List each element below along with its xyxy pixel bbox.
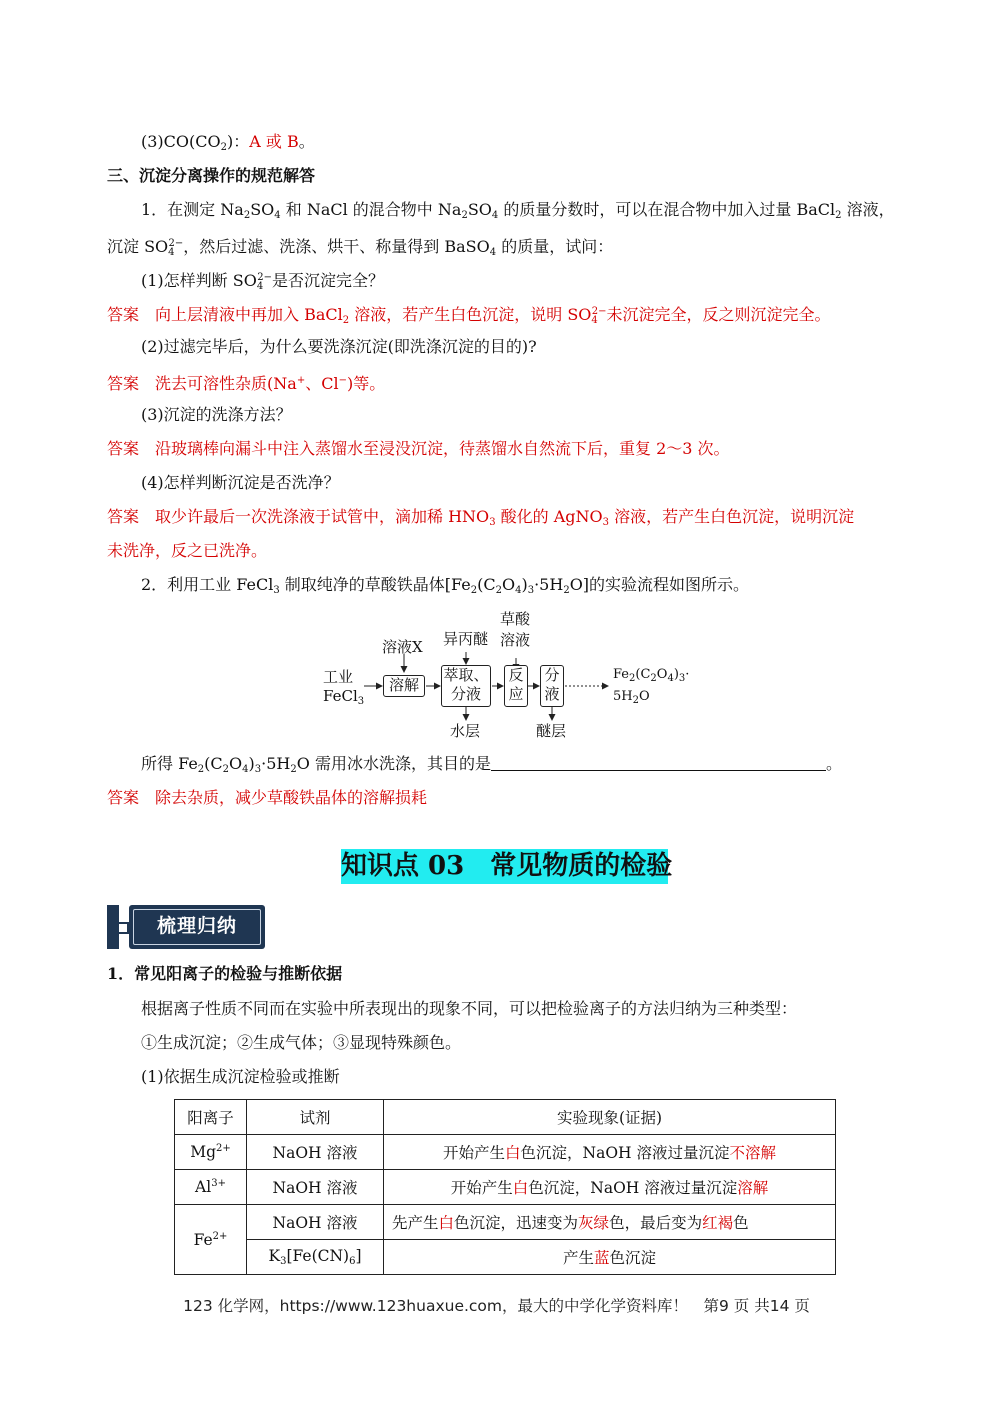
intro-text: 根据离子性质不同而在实验中所表现出的现象不同，可以把检验离子的方法归纳为三种类型： [141, 999, 798, 1018]
flow-ether: 异丙醚 [443, 630, 489, 648]
flow-ether-layer: 醚层 [536, 722, 567, 740]
item-3-co: $(3)CO(CO_2)$：A 或 B。 [141, 132, 315, 153]
summary-badge [107, 905, 265, 949]
cell-reagent: NaOH 溶液 [247, 1170, 384, 1205]
question-2-follow: 所得 $Fe_2(C_2O_4)_3\cdot 5H_2O$ 需用冰水洗涤，其目的是 。 [141, 754, 842, 775]
flow-input-label2: FeCl$_3$ [323, 687, 365, 707]
page-footer: 123 化学网，https://www.123huaxue.com，最大的中学化学资料库！ 第9 页 共14 页 [183, 1297, 810, 1315]
cell-reagent: NaOH 溶液 [247, 1205, 384, 1240]
badge-label: 梳理归纳 [133, 909, 261, 945]
cell-reagent-k3: $K_3[Fe(CN)_6]$ [247, 1240, 384, 1275]
cell-mg: $Mg^{2+}$ [175, 1135, 247, 1170]
flow-oxalic-l1: 草酸 [500, 610, 531, 628]
sub-question-3: (3)沉淀的洗涤方法？ [141, 405, 292, 424]
flow-box-react: 反 应 [504, 665, 528, 707]
method-types: ①生成沉淀；②生成气体；③显现特殊颜色。 [141, 1033, 462, 1052]
sub-question-1: (1)怎样判断 $SO_4^{2-}$是否沉淀完全？ [141, 271, 384, 292]
answer-4: 答案 取少许最后一次洗涤液于试管中，滴加稀 $HNO_3$ 酸化的 AgNO$_3$ 溶液，若产生白色沉淀，说明沉淀 [107, 507, 855, 528]
table-row [175, 1240, 836, 1275]
sub-question-2: (2)过滤完毕后，为什么要洗涤沉淀(即洗涤沉淀的目的)? [141, 337, 537, 356]
cell-fe: $Fe^{2+}$ [175, 1205, 247, 1275]
answer-2: 答案 洗去可溶性杂质(Na+、Cl−)等。 [107, 374, 386, 393]
answer-4-line2: 未洗净，反之已洗净。 [107, 541, 268, 560]
cell-phenomenon: 产生蓝色沉淀 [384, 1240, 836, 1275]
header-phenomenon: 实验现象(证据) [384, 1100, 836, 1135]
flow-box-extract: 萃取、 分液 [441, 665, 491, 707]
flow-water-layer: 水层 [450, 722, 481, 740]
cation-heading: 1．常见阳离子的检验与推断依据 [107, 964, 343, 983]
table-header-row [175, 1100, 836, 1135]
process-flowchart [320, 606, 720, 746]
answer-1: 答案 向上层清液中再加入 BaCl$_2$ 溶液，若产生白色沉淀，说明 $SO_4^{2-}$未沉淀完全，反之则沉淀完全。 [107, 305, 831, 326]
cell-phenomenon: 先产生白色沉淀，迅速变为灰绿色，最后变为红褐色 [384, 1205, 836, 1240]
cell-phenomenon: 开始产生白色沉淀，NaOH 溶液过量沉淀溶解 [384, 1170, 836, 1205]
cation-test-table [174, 1099, 836, 1275]
header-cation: 阳离子 [175, 1100, 247, 1135]
flow-box-dissolve: 溶解 [383, 675, 425, 697]
table-row [175, 1205, 836, 1240]
flow-reagent-x: 溶液X [382, 638, 423, 656]
flow-oxalic-l2: 溶液 [500, 631, 531, 649]
answer-q2: 答案 除去杂质，减少草酸铁晶体的溶解损耗 [107, 788, 428, 807]
table-row [175, 1135, 836, 1170]
header-reagent: 试剂 [247, 1100, 384, 1135]
flow-box-separate: 分 液 [540, 665, 564, 707]
cell-reagent: NaOH 溶液 [247, 1135, 384, 1170]
sub-question-4: (4)怎样判断沉淀是否洗净？ [141, 473, 340, 492]
knowledge-point-title: 知识点 03 常见物质的检验 [341, 849, 668, 884]
question-1-line2: 沉淀 $SO_4^{2-}$，然后过滤、洗涤、烘干、称量得到 BaSO$_4$ 的质量，试问： [107, 237, 614, 258]
question-2: 2．利用工业 FeCl$_3$ 制取纯净的草酸铁晶体$[Fe_2(C_2O_4)_3\cdot 5H_2O]$的实验流程如图所示。 [141, 575, 750, 596]
answer-3: 答案 沿玻璃棒向漏斗中注入蒸馏水至浸没沉淀，待蒸馏水自然流下后，重复 2～3 次。 [107, 439, 730, 458]
section-3-heading: 三、沉淀分离操作的规范解答 [107, 166, 316, 185]
cell-phenomenon: 开始产生白色沉淀，NaOH 溶液过量沉淀不溶解 [384, 1135, 836, 1170]
flow-product-l1: $Fe_2(C_2O_4)_3\cdot$ [613, 667, 690, 684]
flow-input-label1: 工业 [323, 668, 354, 686]
cell-al: $Al^{3+}$ [175, 1170, 247, 1205]
answer-blank [491, 752, 826, 771]
table-row [175, 1170, 836, 1205]
flow-product-l2: $5H_2O$ [613, 689, 650, 706]
question-1-line1: 1．在测定 $Na_2SO_4$ 和 NaCl 的混合物中 $Na_2SO_4$ 的质量分数时，可以在混合物中加入过量 BaCl$_2$ 溶液， [141, 200, 895, 221]
sub-heading-1: (1)依据生成沉淀检验或推断 [141, 1067, 340, 1086]
